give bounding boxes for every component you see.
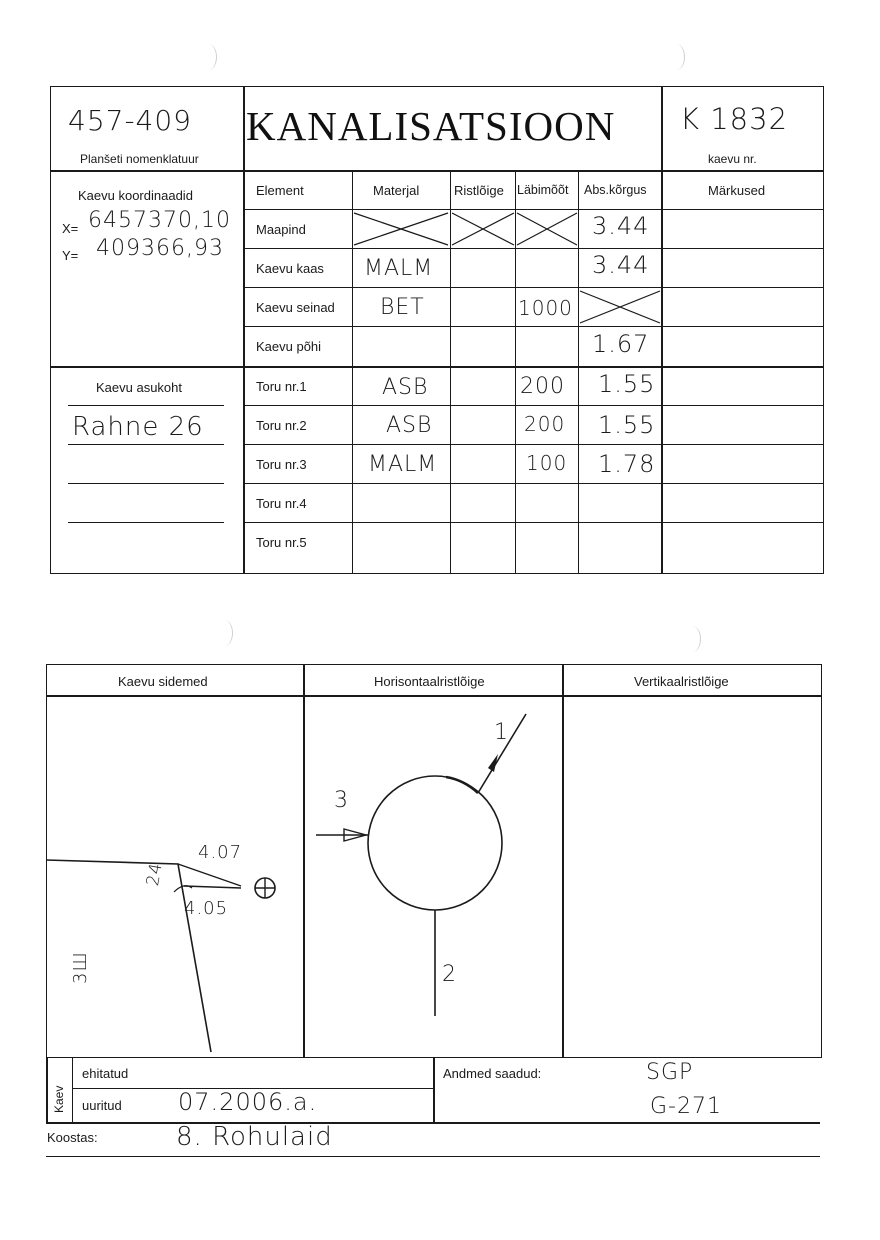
sketch-house-label: 3Ш	[70, 951, 91, 984]
sketch-header-horizontal: Horisontaalristlõige	[374, 674, 485, 689]
table-row-element: Kaevu seinad	[256, 300, 335, 315]
plansheet-value: 457-409	[68, 104, 192, 137]
table-row-element: Kaevu kaas	[256, 261, 324, 276]
table-cell-labimoot: 1000	[518, 296, 573, 320]
table-cell-abs: 1.55	[598, 411, 656, 439]
data-source-value-1: SGP	[646, 1060, 694, 1085]
sketch-pipe-3: 3	[334, 788, 349, 813]
cross-mark-icon	[352, 209, 515, 248]
table-row-element: Maapind	[256, 222, 306, 237]
table-row-element: Toru nr.5	[256, 535, 307, 550]
table-cell-abs: 1.55	[598, 370, 656, 398]
table-cell-labimoot: 200	[524, 412, 566, 436]
location-links-sketch	[46, 696, 303, 1058]
well-number-value: K 1832	[680, 102, 789, 136]
sketch-pipe-2: 2	[442, 962, 457, 987]
table-cell-labimoot: 100	[526, 451, 568, 475]
well-number-label: kaevu nr.	[708, 152, 757, 166]
cross-mark-icon	[515, 209, 578, 248]
column-header-materjal: Materjal	[373, 183, 420, 198]
table-row-element: Toru nr.4	[256, 496, 307, 511]
coordinate-y-label: Y=	[62, 248, 79, 263]
coordinates-label: Kaevu koordinaadid	[78, 188, 193, 203]
data-source-value-2: G-271	[650, 1094, 722, 1119]
coordinate-x-label: X=	[62, 221, 79, 236]
sketch-pipe-1: 1	[494, 720, 509, 745]
sketch-header-links: Kaevu sidemed	[118, 674, 208, 689]
surveyed-label: uuritud	[82, 1098, 122, 1113]
location-value: Rahne 26	[72, 412, 204, 442]
column-header-markused: Märkused	[708, 183, 766, 198]
location-label: Kaevu asukoht	[96, 380, 183, 395]
table-row-element: Toru nr.3	[256, 457, 307, 472]
table-cell-materjal: ASB	[386, 413, 433, 438]
column-header-ristloige: Ristlõige	[454, 183, 504, 198]
surveyed-date: 07.2006.a.	[178, 1088, 318, 1116]
sketch-distance-b: 4.05	[184, 898, 229, 919]
punch-hole-mark	[668, 44, 685, 70]
punch-hole-mark	[216, 620, 233, 646]
table-cell-materjal: MALM	[364, 256, 434, 281]
page-title: KANALISATSIOON	[246, 103, 616, 149]
cross-mark-icon	[578, 287, 661, 326]
compiled-by-value: 8. Rohulaid	[176, 1122, 333, 1152]
table-row-element: Kaevu põhi	[256, 339, 322, 354]
plansheet-label: Planšeti nomenklatuur	[80, 152, 199, 166]
punch-hole-mark	[684, 626, 701, 652]
compiled-by-label: Koostas:	[47, 1130, 98, 1145]
kaev-label: Kaev	[52, 1085, 66, 1113]
sketch-house-number: 24	[143, 860, 167, 888]
column-header-labimoot: Läbimõõt	[517, 183, 569, 197]
built-label: ehitatud	[82, 1066, 129, 1081]
sketch-header-vertical: Vertikaalristlõige	[634, 674, 729, 689]
horizontal-section-sketch	[304, 696, 562, 1058]
table-row-element: Toru nr.2	[256, 418, 307, 433]
coordinate-x-value: 6457370,10	[88, 208, 231, 233]
table-cell-materjal: MALM	[368, 452, 438, 477]
table-cell-abs: 1.78	[598, 450, 656, 478]
sketch-distance-a: 4.07	[198, 842, 243, 863]
table-cell-materjal: BET	[380, 295, 425, 320]
table-cell-abs: 3.44	[592, 251, 650, 279]
table-cell-abs: 1.67	[592, 330, 650, 358]
coordinate-y-value: 409366,93	[96, 236, 224, 261]
table-row-element: Toru nr.1	[256, 379, 307, 394]
table-cell-materjal: ASB	[382, 375, 429, 400]
column-header-element: Element	[256, 183, 304, 198]
table-cell-abs: 3.44	[592, 212, 650, 240]
data-source-label: Andmed saadud:	[443, 1066, 542, 1081]
punch-hole-mark	[200, 44, 217, 70]
column-header-abs-korgus: Abs.kõrgus	[584, 183, 647, 197]
table-cell-labimoot: 200	[520, 374, 565, 399]
